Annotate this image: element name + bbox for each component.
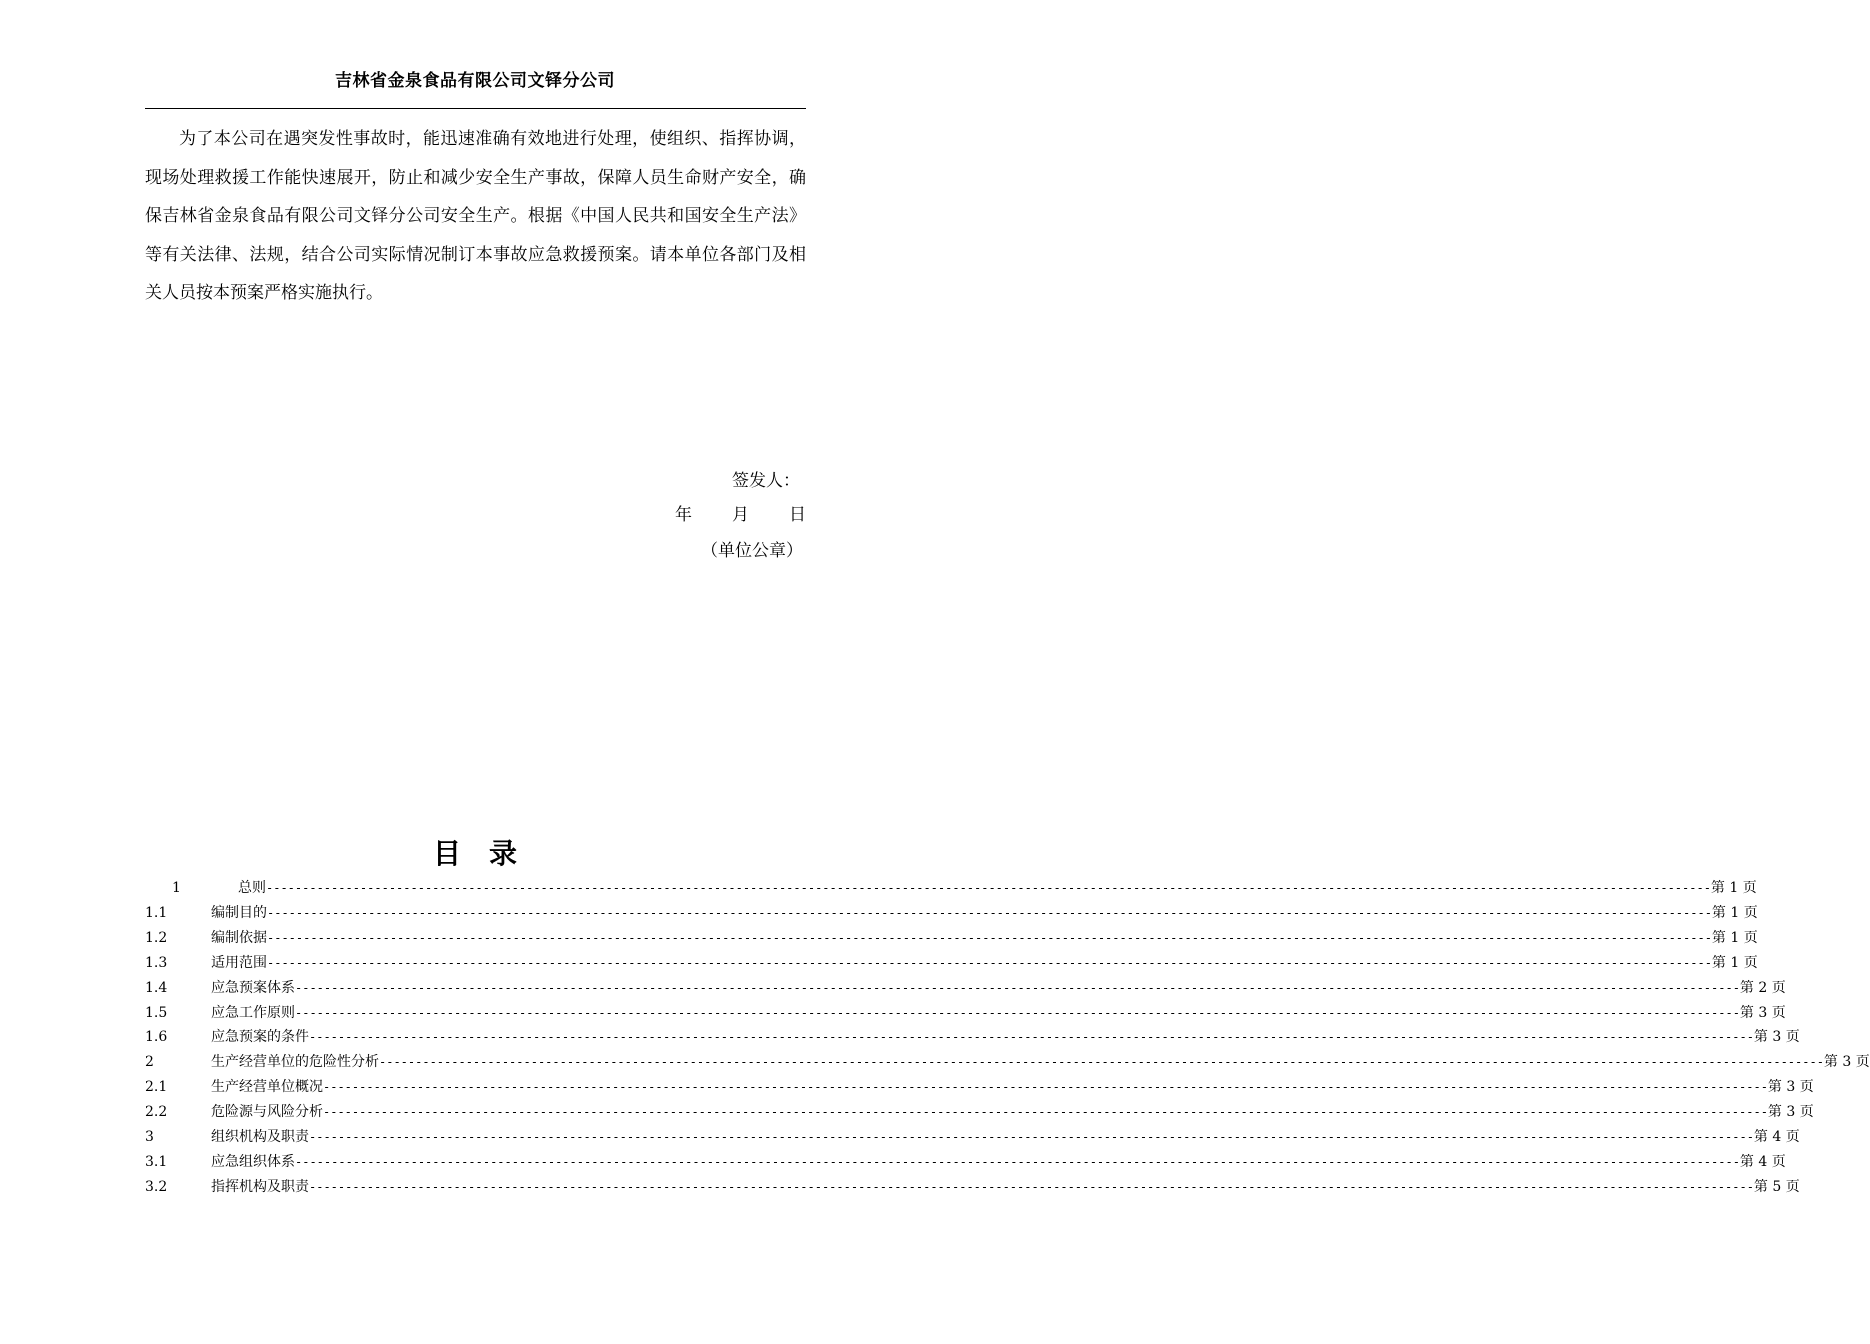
toc-entry-title: 应急预案的条件 <box>211 1029 309 1046</box>
toc-entry <box>0 1175 1800 1199</box>
toc-entry-title: 生产经营单位概况 <box>211 1079 323 1096</box>
toc-entry-title: 组织机构及职责 <box>211 1129 309 1145</box>
seal-label: （单位公章） <box>701 541 803 561</box>
toc-leader-dashes: -------------------------------------------------------------------------------------------------------------------------------------------------------------------------------------------------------- <box>309 1179 1754 1194</box>
toc-leader-dashes: -------------------------------------------------------------------------------------------------------------------------------------------------------------------------------------------------------- <box>309 1030 1754 1045</box>
month-label: 月 <box>732 505 749 525</box>
toc-entry-number: 1.3 <box>145 954 168 971</box>
toc-entry-title: 应急组织体系 <box>211 1153 295 1170</box>
toc-entry <box>0 1125 1800 1149</box>
toc-entry <box>0 901 1758 925</box>
toc-leader-dashes: -------------------------------------------------------------------------------------------------------------------------------------------------------------------------------------------------------- <box>379 1055 1824 1070</box>
toc-entry-number: 1.5 <box>145 1004 168 1021</box>
toc-leader-dashes: -------------------------------------------------------------------------------------------------------------------------------------------------------------------------------------------------------- <box>267 930 1712 945</box>
toc-entry-title: 指挥机构及职责 <box>211 1178 309 1195</box>
toc-entry-number: 1.6 <box>145 1029 168 1046</box>
document-header-title: 吉林省金泉食品有限公司文铎分公司 <box>335 71 615 91</box>
toc-entry-title: 危险源与风险分析 <box>211 1104 323 1121</box>
toc-leader-dashes: -------------------------------------------------------------------------------------------------------------------------------------------------------------------------------------------------------- <box>295 1154 1740 1169</box>
toc-entry-page: 第 5 页 <box>1753 1178 1800 1195</box>
toc-entry-number: 2.1 <box>145 1079 168 1096</box>
toc-entry-number: 1.2 <box>145 929 168 946</box>
toc-entry <box>0 926 1758 950</box>
toc-entry <box>0 1075 1814 1099</box>
toc-entry-number: 1.1 <box>145 904 168 921</box>
toc-entry-page: 第 3 页 <box>1767 1079 1814 1096</box>
toc-entry-page: 第 3 页 <box>1739 1004 1786 1021</box>
toc-entry <box>0 1025 1800 1049</box>
toc-entry-title: 应急工作原则 <box>211 1004 295 1021</box>
toc-entry-number: 2 <box>145 1054 154 1071</box>
toc-entry <box>0 1100 1814 1124</box>
date-line <box>675 500 806 525</box>
signer-label: 签发人： <box>732 471 800 491</box>
toc-entry-page: 第 2 页 <box>1739 979 1786 996</box>
toc-entry-number: 3.2 <box>145 1178 168 1195</box>
toc-entry-number: 2.2 <box>145 1104 168 1121</box>
preface-paragraph: 为了本公司在遇突发性事故时，能迅速准确有效地进行处理，使组织、指挥协调，现场处理救援工作能快速展开，防止和减少安全生产事故，保障人员生命财产安全，确保吉林省金泉食品有限公司文铎分公司安全生产。根据《中国人民共和国安全生产法》等有关法律、法规，结合公司实际情况制订本事故应急救援预案。请本单位各部门及相关人员按本预案严格实施执行。 <box>145 129 806 303</box>
toc-entry <box>0 1001 1786 1025</box>
toc-leader-dashes: -------------------------------------------------------------------------------------------------------------------------------------------------------------------------------------------------------- <box>267 955 1712 970</box>
toc-entry-title: 生产经营单位的危险性分析 <box>211 1054 379 1071</box>
toc-heading: 目录 <box>432 837 545 870</box>
toc-entry-page: 第 3 页 <box>1753 1029 1800 1046</box>
toc-leader-dashes: -------------------------------------------------------------------------------------------------------------------------------------------------------------------------------------------------------- <box>323 1080 1768 1095</box>
toc-entry <box>0 1150 1786 1174</box>
toc-entry <box>0 876 1757 900</box>
toc-leader-dashes: -------------------------------------------------------------------------------------------------------------------------------------------------------------------------------------------------------- <box>267 905 1712 920</box>
day-label: 日 <box>789 505 806 525</box>
toc-entry-page: 第 4 页 <box>1739 1153 1786 1170</box>
toc-entry-page: 第 1 页 <box>1711 954 1758 971</box>
toc-entry-title: 编制依据 <box>211 929 267 946</box>
header-rule <box>145 108 806 109</box>
toc-entry-page: 第 1 页 <box>1711 904 1758 921</box>
toc-entry-number: 1 <box>172 880 181 896</box>
toc-entry-page: 第 1 页 <box>1710 880 1757 896</box>
year-label: 年 <box>675 505 692 525</box>
toc-leader-dashes: -------------------------------------------------------------------------------------------------------------------------------------------------------------------------------------------------------- <box>309 1130 1754 1144</box>
toc-entry-title: 编制目的 <box>211 904 267 921</box>
toc-entry-number: 1.4 <box>145 979 168 996</box>
toc-entry-title: 总则 <box>238 880 266 896</box>
toc-entry <box>0 951 1758 975</box>
toc-leader-dashes: -------------------------------------------------------------------------------------------------------------------------------------------------------------------------------------------------------- <box>323 1105 1768 1120</box>
toc-leader-dashes: -------------------------------------------------------------------------------------------------------------------------------------------------------------------------------------------------------- <box>295 980 1740 995</box>
toc-entry-page: 第 1 页 <box>1711 929 1758 946</box>
toc-entry-page: 第 3 页 <box>1767 1104 1814 1121</box>
toc-entry <box>0 976 1786 1000</box>
toc-entry-page: 第 4 页 <box>1753 1129 1800 1145</box>
toc-entry-number: 3 <box>145 1129 154 1145</box>
toc-entry <box>0 1050 1870 1074</box>
toc-entry-title: 应急预案体系 <box>211 979 295 996</box>
toc-entry-number: 3.1 <box>145 1153 168 1170</box>
toc-leader-dashes: -------------------------------------------------------------------------------------------------------------------------------------------------------------------------------------------------------- <box>266 881 1711 895</box>
toc-entry-page: 第 3 页 <box>1823 1054 1870 1071</box>
toc-entry-title: 适用范围 <box>211 954 267 971</box>
toc-leader-dashes: -------------------------------------------------------------------------------------------------------------------------------------------------------------------------------------------------------- <box>295 1005 1740 1020</box>
